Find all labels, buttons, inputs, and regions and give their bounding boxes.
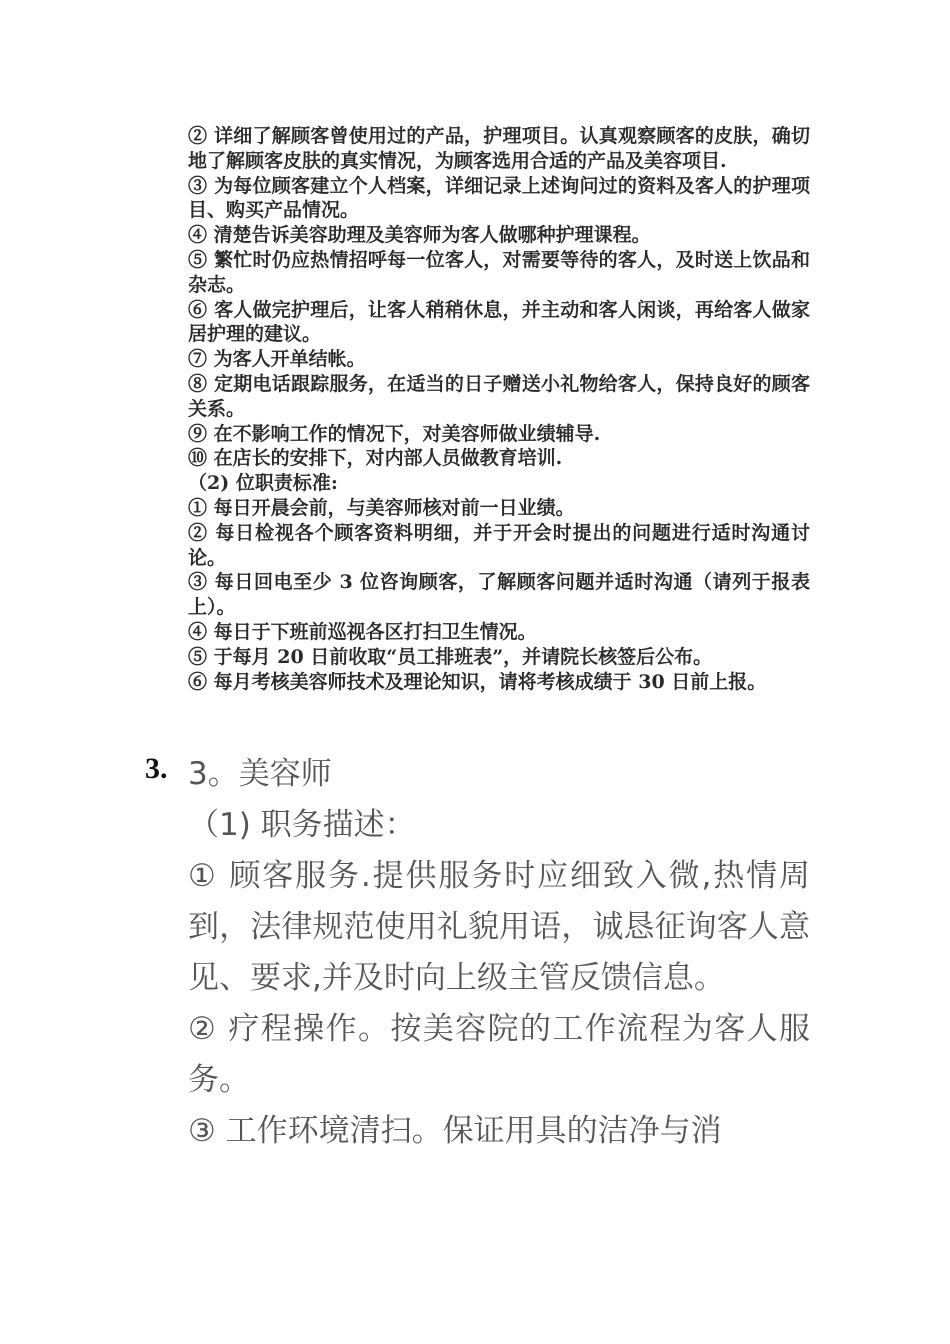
job-duties-continued bbox=[188, 124, 810, 694]
duty-item-7: ⑦ 为客人开单结帐。 bbox=[188, 348, 366, 371]
beautician-item-3: ③ 工作环境清扫。保证用具的洁净与消 bbox=[188, 1113, 722, 1149]
job-description-heading: （1) 职务描述： bbox=[188, 807, 416, 843]
standard-item-5: ⑤ 于每月 20 日前收取“员工排班表”，并请院长核签后公布。 bbox=[188, 645, 713, 668]
duty-item-8: ⑧ 定期电话跟踪服务，在适当的日子赠送小礼物给客人，保持良好的顾客关系。 bbox=[188, 372, 810, 420]
beautician-duties bbox=[188, 800, 810, 1157]
duty-item-4: ④ 清楚告诉美容助理及美容师为客人做哪种护理课程。 bbox=[188, 224, 651, 247]
section-title: 3。美容师 bbox=[188, 756, 332, 792]
beautician-item-1: ① 顾客服务.提供服务时应细致入微,热情周到，法律规范使用礼貌用语，诚恳征询客人意见、要求,并及时向上级主管反馈信息。 bbox=[188, 858, 810, 996]
standard-item-1: ① 每日开晨会前，与美容师核对前一日业绩。 bbox=[188, 496, 575, 519]
duty-item-5: ⑤ 繁忙时仍应热情招呼每一位客人，对需要等待的客人，及时送上饮品和杂志。 bbox=[188, 248, 810, 296]
standards-heading: （2) 位职责标准: bbox=[188, 472, 338, 495]
duty-item-6: ⑥ 客人做完护理后，让客人稍稍休息，并主动和客人闲谈，再给客人做家居护理的建议。 bbox=[188, 298, 810, 346]
duty-item-2: ② 详细了解顾客曾使用过的产品，护理项目。认真观察顾客的皮肤，确切地了解顾客皮肤的真实情况，为顾客选用合适的产品及美容项目. bbox=[188, 125, 810, 172]
beautician-item-2: ② 疗程操作。按美容院的工作流程为客人服务。 bbox=[188, 1011, 810, 1098]
duty-item-3: ③ 为每位顾客建立个人档案，详细记录上述询问过的资料及客人的护理项目、购买产品情况。 bbox=[188, 174, 810, 222]
section-number: 3. bbox=[145, 752, 168, 785]
standard-item-4: ④ 每日于下班前巡视各区打扫卫生情况。 bbox=[188, 620, 537, 643]
standard-item-6: ⑥ 每月考核美容师技术及理论知识，请将考核成绩于 30 日前上报。 bbox=[188, 670, 767, 693]
section-heading bbox=[145, 748, 825, 798]
duty-item-10: ⑩ 在店长的安排下，对内部人员做教育培训. bbox=[188, 447, 563, 470]
standard-item-2: ② 每日检视各个顾客资料明细，并于开会时提出的问题进行适时沟通讨论。 bbox=[188, 521, 810, 569]
duty-item-9: ⑨ 在不影响工作的情况下，对美容师做业绩辅导. bbox=[188, 422, 601, 445]
standard-item-3: ③ 每日回电至少 3 位咨询顾客，了解顾客问题并适时沟通（请列于报表上）。 bbox=[188, 571, 810, 619]
